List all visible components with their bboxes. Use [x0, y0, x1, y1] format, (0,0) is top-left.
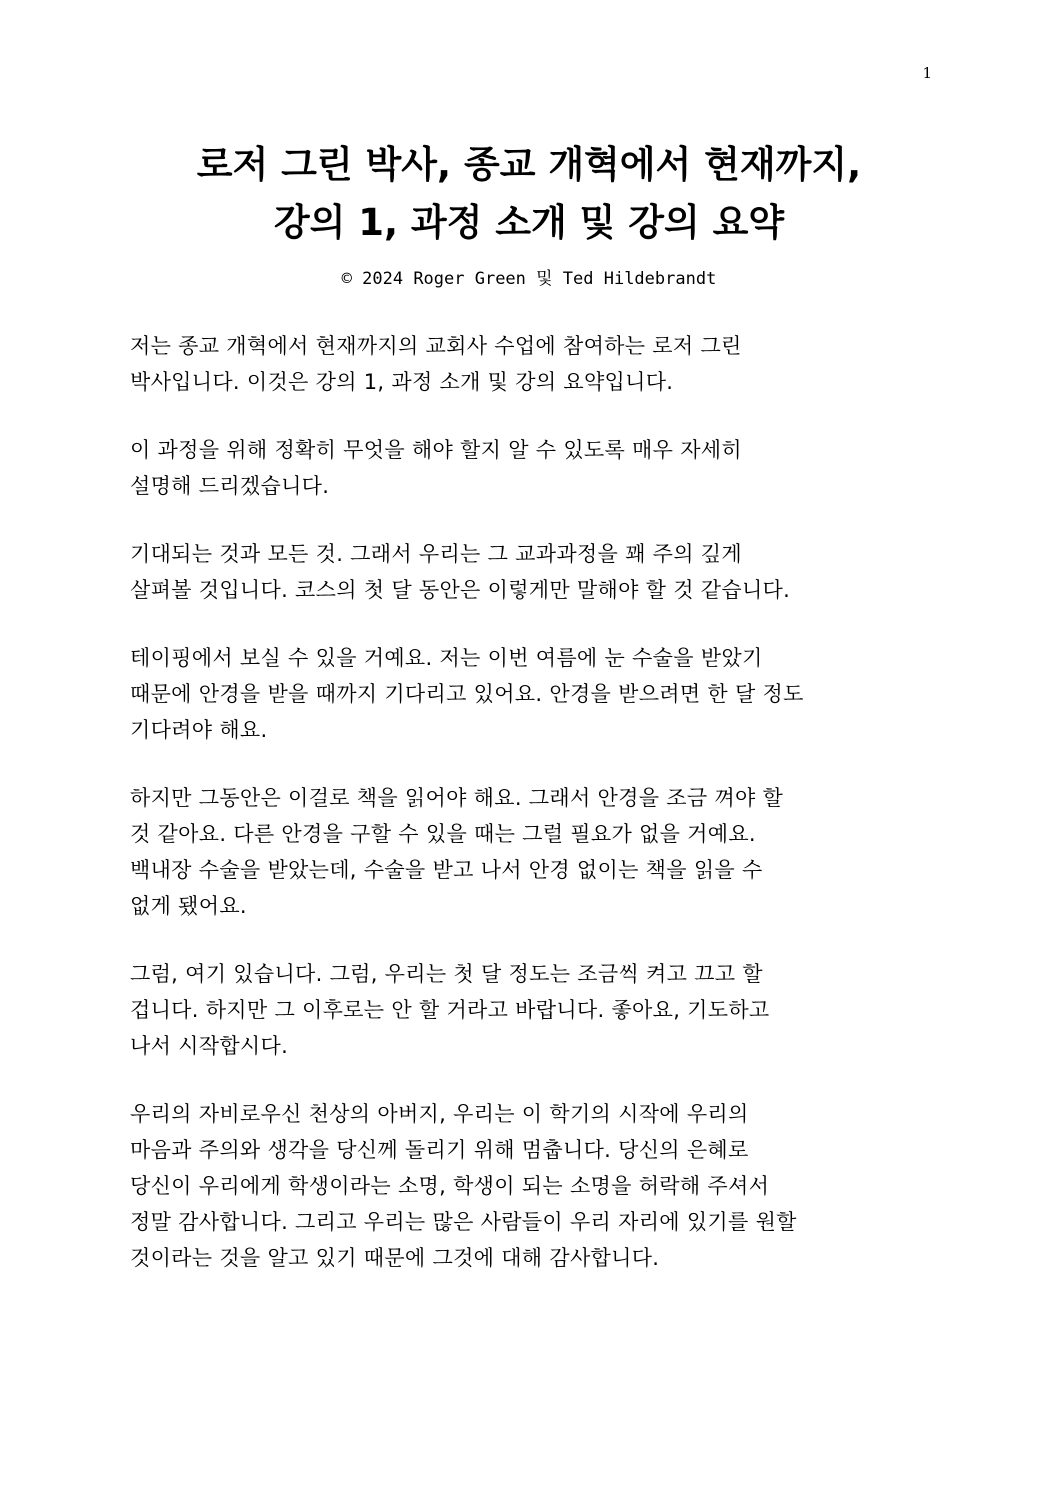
paragraph-line: 살펴볼 것입니다. 코스의 첫 달 동안은 이렇게만 말해야 할 것 같습니다.: [130, 578, 791, 602]
paragraph-line: 것이라는 것을 알고 있기 때문에 그것에 대해 감사합니다.: [130, 1246, 660, 1270]
paragraph-2: [130, 432, 950, 504]
document-body: [130, 328, 950, 1308]
paragraph-1: [130, 328, 950, 400]
paragraph-line: 박사입니다. 이것은 강의 1, 과정 소개 및 강의 요약입니다.: [130, 370, 674, 394]
paragraph-line: 우리의 자비로우신 천상의 아버지, 우리는 이 학기의 시작에 우리의: [130, 1102, 749, 1126]
paragraph-line: 이 과정을 위해 정확히 무엇을 해야 할지 알 수 있도록 매우 자세히: [130, 438, 742, 462]
paragraph-6: [130, 956, 950, 1064]
paragraph-line: 것 같아요. 다른 안경을 구할 수 있을 때는 그럴 필요가 없을 거예요.: [130, 822, 756, 846]
title-line-1: 로저 그린 박사, 종교 개혁에서 현재까지,: [196, 143, 862, 186]
page-number: 1: [922, 64, 932, 82]
paragraph-line: 설명해 드리겠습니다.: [130, 474, 330, 498]
paragraph-line: 그럼, 여기 있습니다. 그럼, 우리는 첫 달 정도는 조금씩 켜고 끄고 할: [130, 962, 763, 986]
paragraph-line: 나서 시작합시다.: [130, 1034, 289, 1058]
document-title: [60, 136, 998, 252]
paragraph-3: [130, 536, 950, 608]
paragraph-line: 기대되는 것과 모든 것. 그래서 우리는 그 교과과정을 꽤 주의 깊게: [130, 542, 742, 566]
paragraph-4: [130, 640, 950, 748]
paragraph-line: 기다려야 해요.: [130, 718, 268, 742]
paragraph-line: 마음과 주의와 생각을 당신께 돌리기 위해 멈춥니다. 당신의 은혜로: [130, 1138, 749, 1162]
paragraph-7: [130, 1096, 950, 1276]
paragraph-line: 겁니다. 하지만 그 이후로는 안 할 거라고 바랍니다. 좋아요, 기도하고: [130, 998, 770, 1022]
paragraph-line: 저는 종교 개혁에서 현재까지의 교회사 수업에 참여하는 로저 그린: [130, 334, 742, 358]
paragraph-line: 정말 감사합니다. 그리고 우리는 많은 사람들이 우리 자리에 있기를 원할: [130, 1210, 797, 1234]
paragraph-line: 당신이 우리에게 학생이라는 소명, 학생이 되는 소명을 허락해 주셔서: [130, 1174, 770, 1198]
paragraph-line: 없게 됐어요.: [130, 894, 247, 918]
paragraph-line: 테이핑에서 보실 수 있을 거예요. 저는 이번 여름에 눈 수술을 받았기: [130, 646, 763, 670]
title-line-2: 강의 1, 과정 소개 및 강의 요약: [273, 201, 785, 244]
paragraph-line: 백내장 수술을 받았는데, 수술을 받고 나서 안경 없이는 책을 읽을 수: [130, 858, 763, 882]
paragraph-line: 하지만 그동안은 이걸로 책을 읽어야 해요. 그래서 안경을 조금 껴야 할: [130, 786, 784, 810]
paragraph-5: [130, 780, 950, 924]
copyright-notice: © 2024 Roger Green 및 Ted Hildebrandt: [341, 269, 717, 289]
paragraph-line: 때문에 안경을 받을 때까지 기다리고 있어요. 안경을 받으려면 한 달 정도: [130, 682, 804, 706]
